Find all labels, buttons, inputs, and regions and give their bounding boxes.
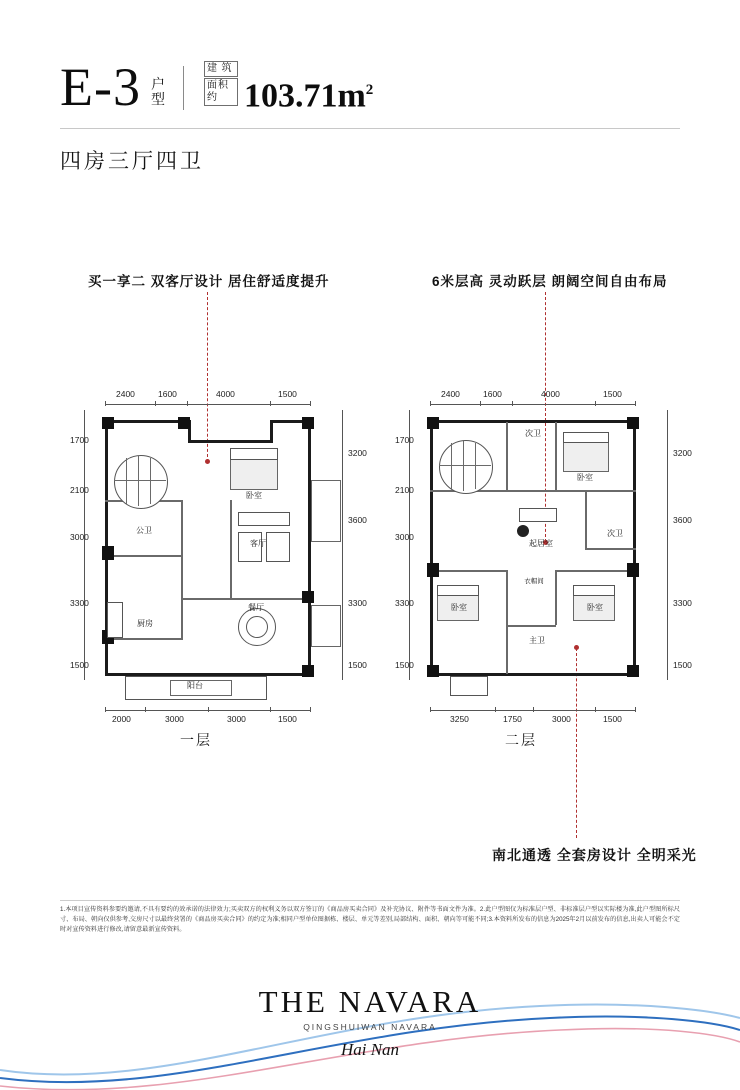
room-label-living: 客厅 [250,539,266,548]
callout-bottom: 南北通透 全套房设计 全明采光 [492,847,697,863]
dim-left-4: 1500 [70,660,89,670]
room2-label-family: 起居室 [529,539,553,548]
room2-label-bedroom-left: 卧室 [451,603,467,612]
room2-label-closet: 衣帽间 [524,578,544,585]
floor2-caption: 二层 [505,734,537,749]
header-rule [60,128,680,129]
floor-plan-1 [70,380,370,750]
dim-top-2: 4000 [216,389,235,399]
dim2-right-0: 3200 [673,448,692,458]
dim-bottom-2: 3000 [227,714,246,724]
dim2-top-1: 1600 [483,389,502,399]
room2-label-second-wc: 次卫 [525,429,541,438]
area-value: 103.71m [243,77,366,114]
dim2-left-0: 1700 [395,435,414,445]
area-unit-sup: 2 [365,81,374,98]
dim2-top-2: 4000 [541,389,560,399]
disclaimer-rule [60,900,680,901]
dim2-left-4: 1500 [395,660,414,670]
dim-right-3: 1500 [348,660,367,670]
footer [0,970,740,1090]
dim2-left-3: 3300 [395,598,414,608]
dim-right-2: 3300 [348,598,367,608]
dim-left-line [84,410,85,680]
room2-label-bedroom-top: 卧室 [577,473,593,482]
floor1-caption: 一层 [180,734,212,749]
dim-left-1: 2100 [70,485,89,495]
dim2-bottom-3: 1500 [603,714,622,724]
room-label-public-wc: 公卫 [136,526,152,535]
room-label-bedroom: 卧室 [246,491,262,500]
callout-left: 买一享二 双客厅设计 居住舒适度提升 [88,274,330,289]
dim2-right-2: 3300 [673,598,692,608]
dim2-right-1: 3600 [673,515,692,525]
room-label-kitchen: 厨房 [137,619,153,628]
title-divider [183,66,184,110]
brand-name: THE NAVARA [258,984,482,1019]
dim2-left-2: 3000 [395,532,414,542]
dim-bottom-0: 2000 [112,714,131,724]
dim-right-line [342,410,343,680]
area-value-wrap [244,72,373,114]
dim-top-line [105,404,310,405]
dim2-bottom-1: 1750 [503,714,522,724]
dim-left-0: 1700 [70,435,89,445]
dim-top-0: 2400 [116,389,135,399]
dim2-top-3: 1500 [603,389,622,399]
dim2-bottom-0: 3250 [450,714,469,724]
header [60,57,680,117]
title-row [60,57,680,117]
dim-right-1: 3600 [348,515,367,525]
area-label [204,61,238,107]
dim2-left-line [409,410,410,680]
area-label-line2: 面积约 [204,78,238,106]
dim2-top-0: 2400 [441,389,460,399]
dim2-top-line [430,404,635,405]
dim-right-0: 3200 [348,448,367,458]
dim-bottom-3: 1500 [278,714,297,724]
dim2-right-3: 1500 [673,660,692,670]
room-label-balcony: 阳台 [187,681,203,690]
room2-label-second-wc-2: 次卫 [607,529,623,538]
floor-plan-2 [395,380,695,750]
brand-subtitle: QINGSHUIWAN NAVARA [303,1022,437,1032]
room2-label-master-wc: 主卫 [529,636,545,645]
room-label-dining: 餐厅 [248,603,264,612]
dim-top-3: 1500 [278,389,297,399]
area-label-line1: 建 筑 [204,61,238,77]
callout-right: 6米层高 灵动跃层 朗阔空间自由布局 [432,274,668,289]
dim-bottom-1: 3000 [165,714,184,724]
dim-top-1: 1600 [158,389,177,399]
unit-code: E-3 [60,57,141,117]
brand-location: Hai Nan [340,1040,400,1059]
dim-left-3: 3300 [70,598,89,608]
unit-subtitle: 四房三厅四卫 [60,149,204,173]
dim2-right-line [667,410,668,680]
disclaimer-text: 1.本项目宣传资料参要约邀请,不具有要约的效承诺的法律效力;买卖双方的权利义务以双方签订的《商品房买卖合同》及补充协议、附件等书面文件为准。2.此户型图仅为标准层户型、非标准层户型以实际楼为准,此户型图所标尺寸、布局、朝向仅供参考,交房尺寸以最终营署的《商品房买卖合同》的约定为准;相同户型单位图据栋、楼层、单元等差别,局部结构、面积、朝向等可能不同;3.本资料所发布的信息为2025年2月以前发布的信息,出卖人可能会不定时对宣传资料进行修改,请留意最新宣传资料。 [60,906,680,933]
dim2-left-1: 2100 [395,485,414,495]
dim-left-2: 3000 [70,532,89,542]
room2-label-bedroom-right: 卧室 [587,603,603,612]
area-block [204,61,373,114]
unit-label: 户型 [150,78,165,108]
dim2-bottom-2: 3000 [552,714,571,724]
